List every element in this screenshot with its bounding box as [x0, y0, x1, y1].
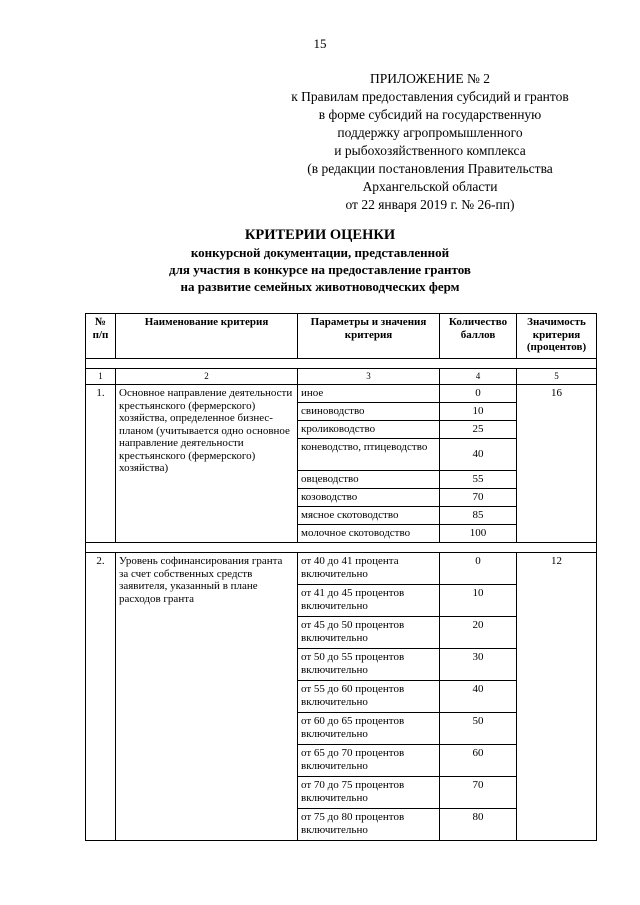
column-number-row [86, 369, 597, 385]
table-row [86, 553, 597, 585]
criterion-number: 1. [86, 385, 116, 543]
header-criterion-name: Наименование критерия [116, 314, 298, 359]
appendix-line: (в редакции постановления Правительства [307, 161, 553, 176]
header-weight: Значимость критерия (процентов) [517, 314, 597, 359]
parameter-label: кролиководство [298, 421, 440, 439]
parameter-label: от 65 до 70 процентов включительно [298, 745, 440, 777]
table-row [86, 385, 597, 403]
parameter-points: 40 [440, 681, 517, 713]
title-line: конкурсной документации, представленной [190, 245, 450, 260]
parameter-points: 20 [440, 617, 517, 649]
table-header-row [86, 314, 597, 359]
column-number: 5 [517, 369, 597, 385]
column-number: 4 [440, 369, 517, 385]
parameter-label: свиноводство [298, 403, 440, 421]
parameter-points: 25 [440, 421, 517, 439]
parameter-label: от 75 до 80 процентов включительно [298, 809, 440, 841]
appendix-block [250, 70, 610, 214]
title-line: на развитие семейных животноводческих ферм [180, 279, 460, 294]
parameter-points: 50 [440, 713, 517, 745]
parameter-points: 0 [440, 385, 517, 403]
criterion-weight: 16 [517, 385, 597, 543]
document-title [0, 226, 640, 295]
title-line: для участия в конкурсе на предоставление грантов [169, 262, 471, 277]
parameter-points: 70 [440, 489, 517, 507]
criterion-name: Уровень софинансирования гранта за счет собственных средств заявителя, указанный в плане расходов гранта [116, 553, 298, 841]
appendix-line: Архангельской области [362, 179, 498, 194]
parameter-label: овцеводство [298, 471, 440, 489]
parameter-label: молочное скотоводство [298, 525, 440, 543]
parameter-label: мясное скотоводство [298, 507, 440, 525]
parameter-points: 10 [440, 585, 517, 617]
appendix-line: и рыбохозяйственного комплекса [334, 143, 526, 158]
table-spacer [86, 359, 597, 369]
parameter-label: от 45 до 50 процентов включительно [298, 617, 440, 649]
parameter-label: козоводство [298, 489, 440, 507]
parameter-label: от 41 до 45 процентов включительно [298, 585, 440, 617]
header-number: № п/п [86, 314, 116, 359]
appendix-line: поддержку агропромышленного [337, 125, 523, 140]
column-number: 1 [86, 369, 116, 385]
parameter-points: 10 [440, 403, 517, 421]
parameter-points: 40 [440, 439, 517, 471]
column-number: 2 [116, 369, 298, 385]
appendix-line: в форме субсидий на государственную [318, 107, 542, 122]
parameter-points: 100 [440, 525, 517, 543]
parameter-label: коневодство, птицеводство [298, 439, 440, 471]
appendix-line: от 22 января 2019 г. № 26-пп) [345, 197, 515, 212]
criteria-table [85, 313, 597, 841]
parameter-label: от 70 до 75 процентов включительно [298, 777, 440, 809]
parameter-points: 0 [440, 553, 517, 585]
criterion-number: 2. [86, 553, 116, 841]
table-spacer [86, 543, 597, 553]
parameter-label: иное [298, 385, 440, 403]
title-main: КРИТЕРИИ ОЦЕНКИ [244, 227, 396, 243]
header-points: Количество баллов [440, 314, 517, 359]
parameter-label: от 50 до 55 процентов включительно [298, 649, 440, 681]
appendix-line: ПРИЛОЖЕНИЕ № 2 [369, 71, 491, 86]
parameter-points: 55 [440, 471, 517, 489]
parameter-points: 85 [440, 507, 517, 525]
parameter-label: от 60 до 65 процентов включительно [298, 713, 440, 745]
parameter-points: 60 [440, 745, 517, 777]
page-number: 15 [313, 36, 327, 51]
parameter-points: 30 [440, 649, 517, 681]
column-number: 3 [298, 369, 440, 385]
criterion-weight: 12 [517, 553, 597, 841]
parameter-label: от 55 до 60 процентов включительно [298, 681, 440, 713]
appendix-line: к Правилам предоставления субсидий и грантов [291, 89, 569, 104]
criterion-name: Основное направление деятельности крестьянского (фермерского) хозяйства, определенное бизнес-планом (учитывается одно основное направление деятельности крестьянского (фермерского) хозяйства) [116, 385, 298, 543]
parameter-points: 70 [440, 777, 517, 809]
parameter-points: 80 [440, 809, 517, 841]
parameter-label: от 40 до 41 процента включительно [298, 553, 440, 585]
header-parameters: Параметры и значения критерия [298, 314, 440, 359]
